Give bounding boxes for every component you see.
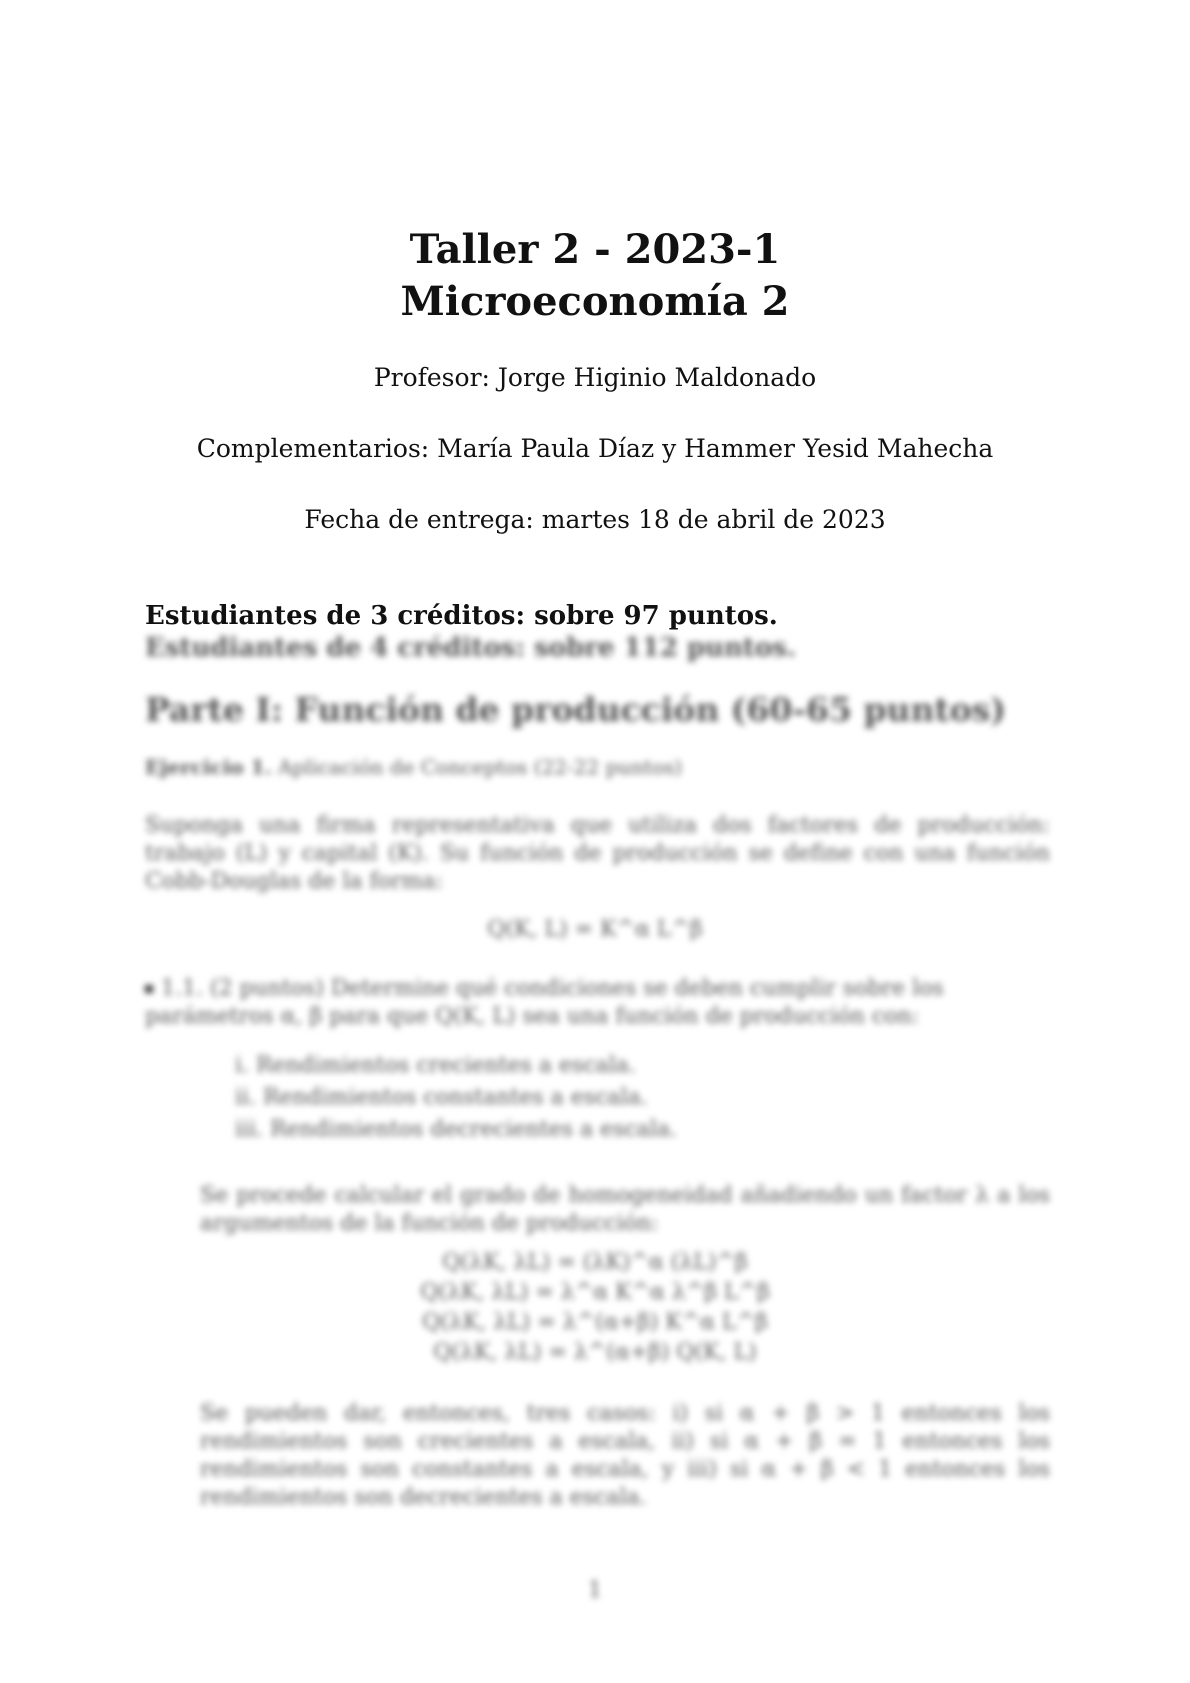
question-item	[145, 975, 1050, 1031]
bullet-marker	[145, 985, 153, 993]
document-title: Taller 2 - 2023-1	[409, 226, 781, 273]
derivation-line: Q(λK, λL) = (λK)^α (λL)^β	[442, 1250, 748, 1275]
list-item: ii. Rendimientos constantes a escala.	[235, 1085, 648, 1110]
list-item: iii. Rendimientos decrecientes a escala.	[235, 1117, 678, 1142]
exercise-title: Aplicación de Conceptos (22-22 puntos)	[277, 755, 683, 779]
exercise-heading	[145, 755, 682, 779]
page-number: 1	[588, 1578, 602, 1603]
derivation-line: Q(λK, λL) = λ^(α+β) Q(K, L)	[433, 1340, 757, 1365]
intro-paragraph: Suponga una firma representativa que utiliza dos factores de producción: trabajo (L) y capital (K). Su función de producción se define con una función Cobb-Douglas de la forma:	[145, 813, 1050, 894]
due-date-line: Fecha de entrega: martes 18 de abril de 2023	[304, 505, 886, 534]
grading-four-credits: Estudiantes de 4 créditos: sobre 112 puntos.	[145, 633, 796, 663]
derivation-line: Q(λK, λL) = λ^(α+β) K^α L^β	[422, 1310, 768, 1335]
assistants-line: Complementarios: María Paula Díaz y Hammer Yesid Mahecha	[196, 434, 994, 463]
section-title: Parte I: Función de producción (60-65 puntos)	[145, 690, 1006, 729]
production-function-equation: Q(K, L) = K^α L^β	[487, 917, 703, 942]
list-item: i. Rendimientos crecientes a escala.	[235, 1053, 636, 1078]
answer-intro-paragraph: Se procede calcular el grado de homogeneidad añadiendo un factor λ a los argumentos de la función de producción:	[200, 1183, 1050, 1236]
conclusion-paragraph: Se pueden dar, entonces, tres casos: i) si α + β > 1 entonces los rendimientos son crecientes a escala, ii) si α + β = 1 entonces los rendimientos son constantes a escala, y iii) si α + β < 1 entonces los rendimientos son decrecientes a escala.	[200, 1401, 1050, 1510]
grading-three-credits: Estudiantes de 3 créditos: sobre 97 puntos.	[145, 601, 778, 631]
professor-line: Profesor: Jorge Higinio Maldonado	[373, 363, 817, 392]
question-text: 1.1. (2 puntos) Determine qué condiciones se deben cumplir sobre los parámetros α, β para que Q(K, L) sea una función de producción con:	[145, 976, 944, 1029]
course-name: Microeconomía 2	[400, 278, 790, 325]
exercise-label: Ejercicio 1.	[145, 755, 272, 779]
derivation-line: Q(λK, λL) = λ^α K^α λ^β L^β	[420, 1280, 770, 1305]
